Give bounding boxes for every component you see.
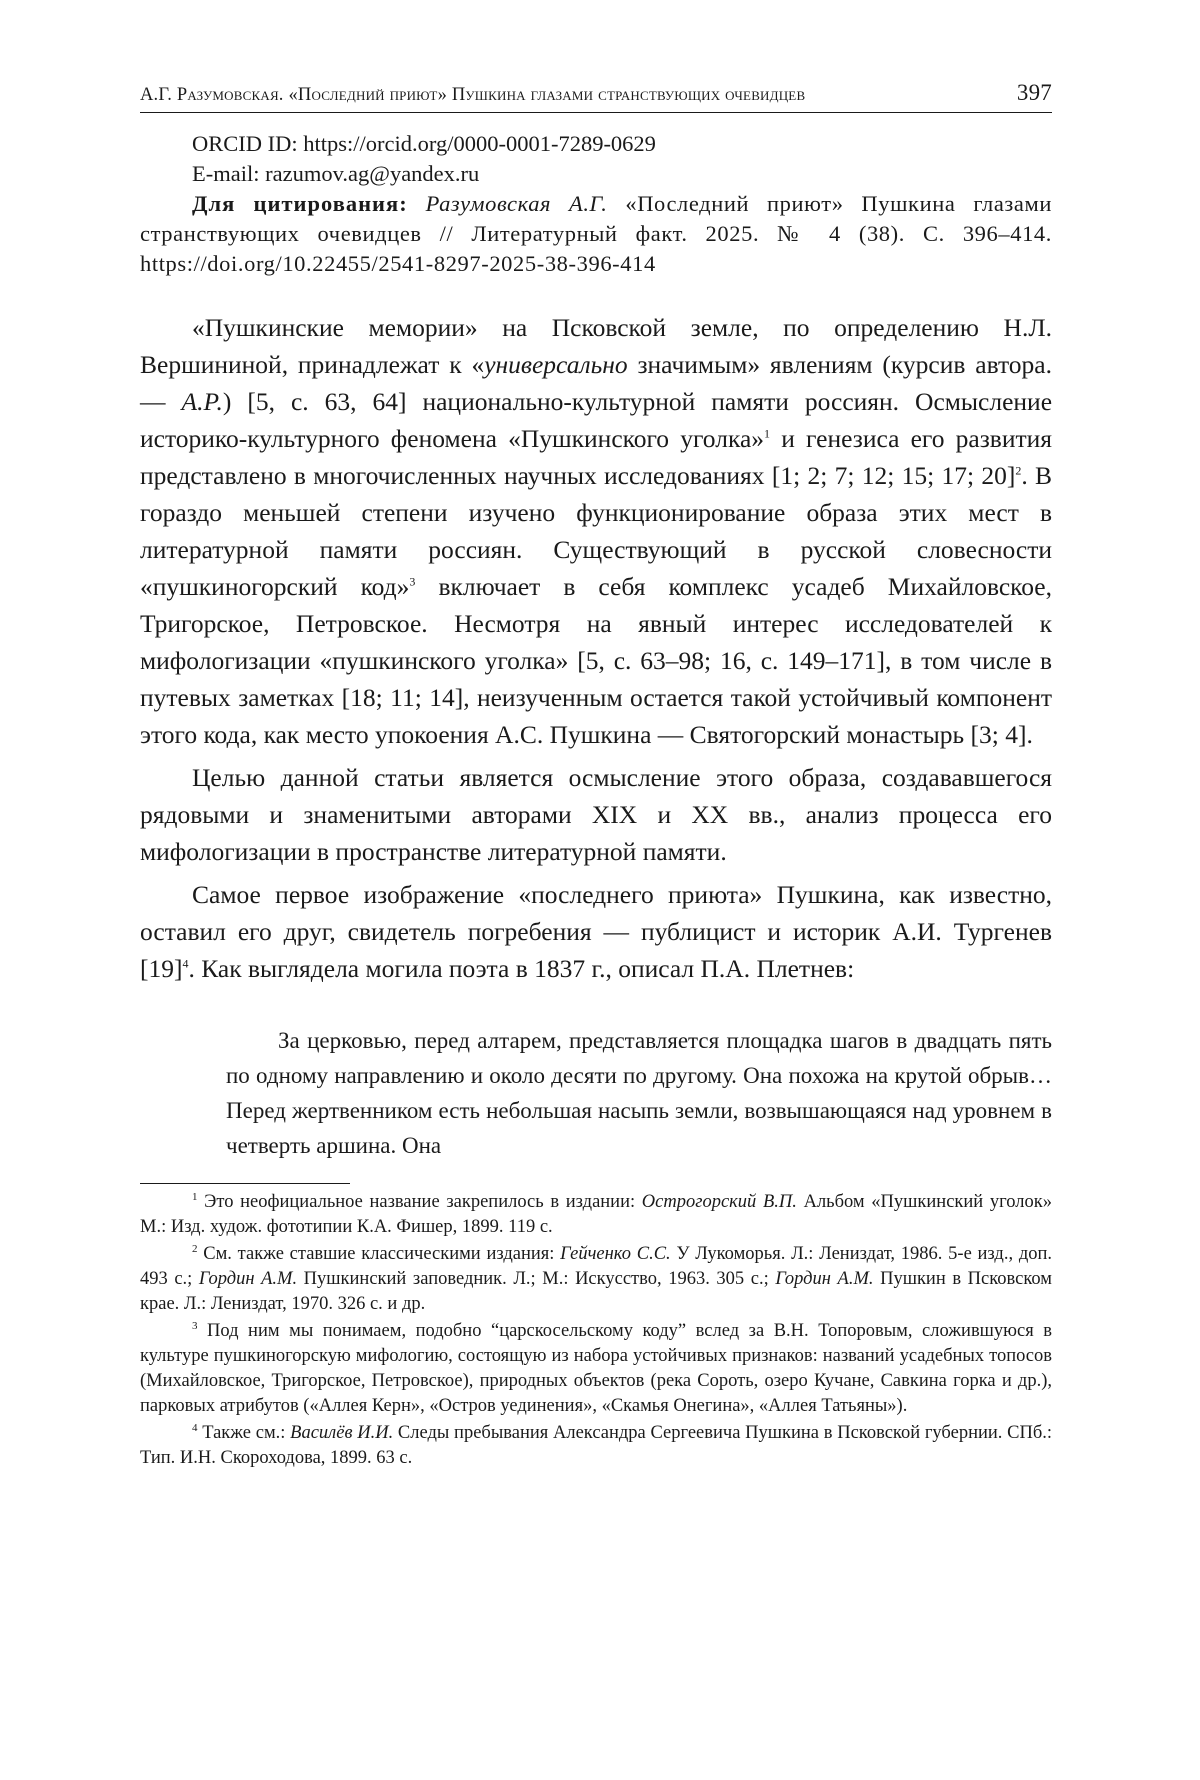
email: E-mail: razumov.ag@yandex.ru bbox=[192, 161, 480, 186]
running-header bbox=[140, 80, 1052, 113]
citation-text: «Последний приют» Пушкина глазами странствующих очевидцев // Литературный факт. 2025. № 4 (38). С. 396–414. https://doi.org/10.22455/2541-8297-2025-38-396-414 bbox=[140, 191, 1052, 276]
footnote-4: $^4$ Также см.: Василёв И.И. Следы пребывания Александра Сергеевича Пушкина в Псковской губернии. СПб.: Тип. И.Н. Скороходова, 1899. 63 с. bbox=[140, 1421, 1052, 1468]
citation-label: Для цитирования: bbox=[192, 191, 408, 216]
paragraph-2: Целью данной статьи является осмысление этого образа, создававшегося рядовыми и знаменитыми авторами XIX и XX вв., анализ процесса его мифологизации в пространстве литературной памяти. bbox=[140, 763, 1052, 866]
running-title: А.Г. Разумовская. «Последний приют» Пушкина глазами странствующих очевидцев bbox=[140, 85, 806, 105]
footnote-3: $^3$ Под ним мы понимаем, подобно “царскосельскому коду” вслед за В.Н. Топоровым, сложившуюся в культуре пушкиногорскую мифологию, состоящую из набора устойчивых признаков: названий усадебных топосов (Михайловское, Тригорское, Петровское), природных объектов (река Сороть, озеро Кучане, Савкина горка и др.), парковых атрибутов («Аллея Керн», «Остров уединения», «Скамья Онегина», «Аллея Татьяны»). bbox=[140, 1319, 1052, 1416]
citation bbox=[140, 189, 1052, 279]
footnote-ref-1[interactable]: 1 bbox=[764, 426, 771, 441]
footnote-ref-4[interactable]: 4 bbox=[182, 956, 189, 971]
footnote-divider bbox=[140, 1183, 350, 1184]
paragraph-1: «Пушкинские мемории» на Псковской земле, по определению Н.Л. Вершининой, принадлежат к «универсально значимым» явлениям (курсив автора. — А.Р.) [5, с. 63, 64] национально-культурной памяти россиян. Осмысление историко-культурного феномена «Пушкинского уголка»$^1$ и генезиса его развития представлено в многочисленных научных исследованиях [1; 2; 7; 12; 15; 17; 20]$^2$. В гораздо меньшей степени изучено функционирование образа этих мест в литературной памяти россиян. Существующий в русской словесности «пушкиногорский код»$^3$ включает в себя комплекс усадеб Михайловское, Тригорское, Петровское. Несмотря на явный интерес исследователей к мифологизации «пушкинского уголка» [5, с. 63–98; 16, с. 149–171], в том числе в путевых заметках [18; 11; 14], неизученным остается такой устойчивый компонент этого кода, как место упокоения А.С. Пушкина — Святогорский монастырь [3; 4]. bbox=[140, 313, 1053, 749]
article-body bbox=[140, 309, 1052, 987]
block-quote: За церковью, перед алтарем, представляется площадка шагов в двадцать пять по одному направлению и около десяти по другому. Она похожа на крутой обрыв… Перед жертвенником есть небольшая насыпь земли, возвышающаяся над уровнем в четверть аршина. Она bbox=[226, 1028, 1052, 1158]
footnote-ref-2[interactable]: 2 bbox=[1015, 463, 1022, 478]
footnotes bbox=[140, 1183, 1052, 1471]
article-meta bbox=[140, 129, 1052, 279]
footnote-2: $^2$ См. также ставшие классическими издания: Гейченко С.С. У Лукоморья. Л.: Лениздат, 1986. 5-е изд., доп. 493 с.; Гордин А.М. Пушкинский заповедник. Л.; М.: Искусство, 1963. 305 с.; Гордин А.М. Пушкин в Псковском крае. Л.: Лениздат, 1970. 326 с. и др. bbox=[140, 1242, 1053, 1314]
footnote-ref-3[interactable]: 3 bbox=[409, 574, 416, 589]
paragraph-3: Самое первое изображение «последнего приюта» Пушкина, как известно, оставил его друг, свидетель погребения — публицист и историк А.И. Тургенев $[19]^4$. Как выглядела могила поэта в 1837 г., описал П.А. Плетнев: bbox=[140, 880, 1052, 983]
orcid: ORCID ID: https://orcid.org/0000-0001-7289-0629 bbox=[192, 131, 656, 156]
footnote-1: $^1$ Это неофициальное название закрепилось в издании: Острогорский В.П. Альбом «Пушкинский уголок» М.: Изд. худож. фототипии К.А. Фишер, 1899. 119 с. bbox=[140, 1190, 1052, 1237]
page-number: 397 bbox=[1016, 80, 1052, 105]
page bbox=[140, 80, 1052, 1473]
citation-author: Разумовская А.Г. bbox=[425, 191, 608, 216]
